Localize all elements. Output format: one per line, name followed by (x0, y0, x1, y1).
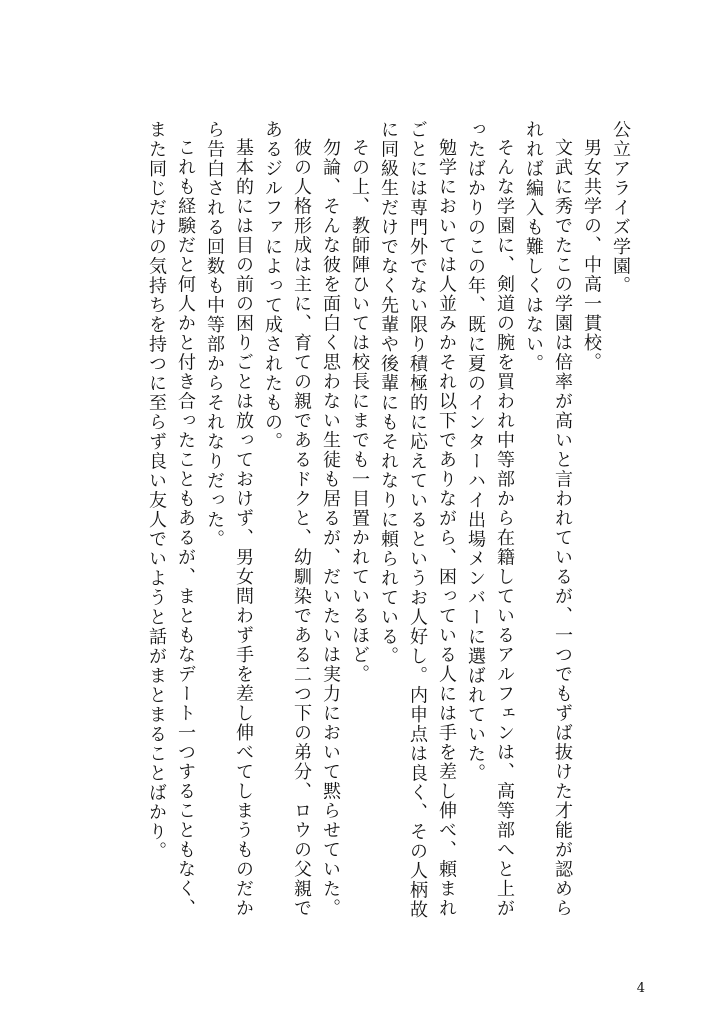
paragraph-9: 基本的には目の前の困りごとは放っておけず、男女問わず手を差し伸べてしまうものだから告白される回数も中等部からそれなりだった。 (204, 120, 254, 918)
paragraph-8: 彼の人格形成は主に、育ての親であるドクと、幼馴染である二つ下の弟分、ロウの父親であるジルファによって成されたもの。 (262, 120, 312, 918)
paragraph-3: 文武に秀でたこの学園は倍率が高いと言われているが、一つでもずば抜けた才能が認められれば編入も難しくはない。 (523, 120, 573, 918)
paragraph-4: そんな学園に、剣道の腕を買われ中等部から在籍しているアルフェンは、高等部へと上がったばかりのこの年、既に夏のインターハイ出場メンバーに選ばれていた。 (465, 120, 515, 918)
paragraph-2: 男女共学の、中高一貫校。 (581, 138, 602, 372)
vertical-text-block (142, 120, 635, 920)
paragraph-10: これも経験だと何人かと付き合ったこともあるが、まともなデート一つすることもなく、また同じだけの気持ちを持つに至らず良い友人でいようと話がまとまることばかり。 (146, 120, 196, 918)
paragraph-6: その上、教師陣ひいては校長にまでも一目置かれているほど。 (349, 138, 370, 684)
paragraph-1: 公立アライズ学園。 (610, 120, 631, 296)
paragraph-5: 勉学においては人並みかそれ以下でありながら、困っている人には手を差し伸べ、頼まれごとには専門外でない限り積極的に応えているというお人好し。内申点は良く、その人柄故に同級生だけでなく先輩や後輩にもそれなりに頼られている。 (378, 120, 457, 920)
paragraph-7: 勿論、そんな彼を面白く思わない生徒も居るが、だいたいは実力において黙らせていた。 (320, 138, 341, 918)
page-number: 4 (636, 981, 645, 996)
